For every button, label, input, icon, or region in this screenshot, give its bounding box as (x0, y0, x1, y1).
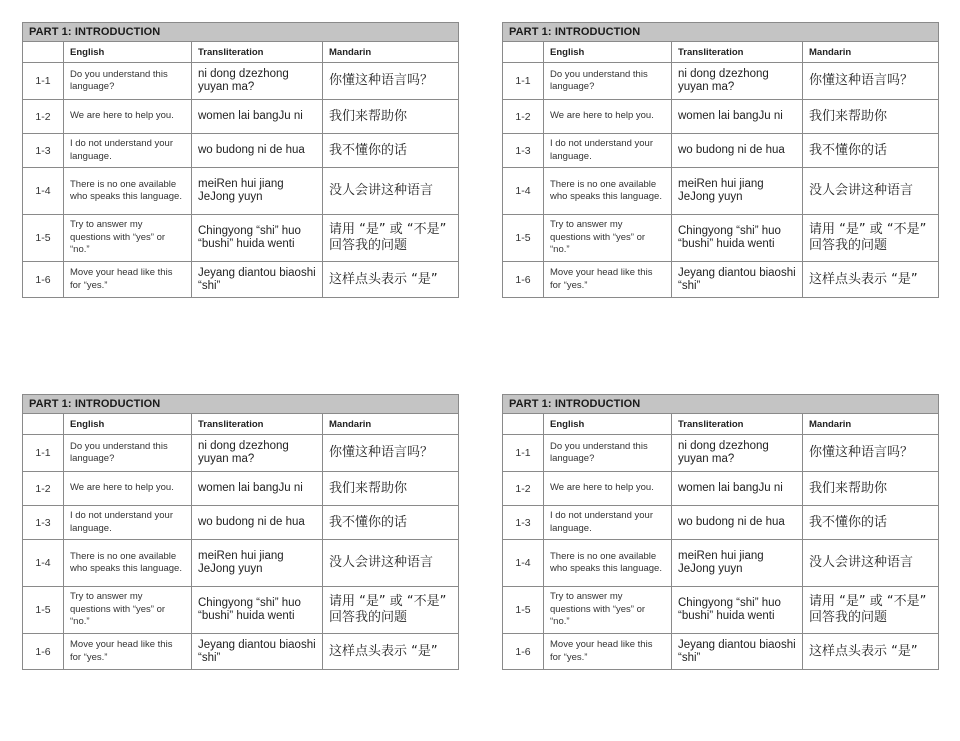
column-header-transliteration: Transliteration (672, 42, 803, 63)
row-id: 1-5 (503, 215, 544, 262)
table-row (23, 100, 459, 134)
row-id: 1-5 (23, 587, 64, 634)
row-transliteration: Jeyang diantou biaoshi “shi” (192, 634, 323, 670)
row-english: We are here to help you. (544, 100, 672, 134)
row-mandarin: 你懂这种语言吗？ (323, 63, 459, 100)
column-header-row (23, 42, 459, 63)
row-english: Try to answer my questions with “yes” or “no.” (544, 587, 672, 634)
row-id: 1-2 (23, 100, 64, 134)
table-title-row (503, 395, 939, 414)
column-header-english: English (64, 42, 192, 63)
phrase-card-top-right (502, 22, 938, 298)
row-english: Move your head like this for “yes.” (544, 634, 672, 670)
table-row (503, 472, 939, 506)
row-mandarin: 我们来帮助你 (803, 472, 939, 506)
row-mandarin: 我不懂你的话 (803, 134, 939, 168)
row-english: There is no one available who speaks this language. (544, 168, 672, 215)
row-id: 1-1 (503, 63, 544, 100)
column-header-id (503, 414, 544, 435)
row-id: 1-4 (503, 540, 544, 587)
table-title-row (23, 23, 459, 42)
table-row (23, 540, 459, 587)
phrase-card-top-left (22, 22, 458, 298)
row-english: We are here to help you. (64, 472, 192, 506)
row-mandarin: 请用 “是” 或 “不是” 回答我的问题 (803, 587, 939, 634)
row-mandarin: 你懂这种语言吗？ (803, 435, 939, 472)
table-row (503, 100, 939, 134)
column-header-transliteration: Transliteration (672, 414, 803, 435)
row-english: Move your head like this for “yes.” (64, 634, 192, 670)
row-mandarin: 没人会讲这种语言 (323, 168, 459, 215)
column-header-english: English (544, 414, 672, 435)
table-row (23, 215, 459, 262)
row-english: Do you understand this language? (544, 435, 672, 472)
row-id: 1-6 (23, 262, 64, 298)
row-id: 1-5 (503, 587, 544, 634)
column-header-row (23, 414, 459, 435)
row-mandarin: 请用 “是” 或 “不是” 回答我的问题 (803, 215, 939, 262)
row-transliteration: Chingyong “shi” huo “bushi” huida wenti (192, 215, 323, 262)
table-row (23, 472, 459, 506)
row-transliteration: Chingyong “shi” huo “bushi” huida wenti (672, 587, 803, 634)
row-id: 1-3 (503, 134, 544, 168)
row-english: Move your head like this for “yes.” (544, 262, 672, 298)
row-transliteration: Jeyang diantou biaoshi “shi” (672, 634, 803, 670)
table-row (503, 134, 939, 168)
row-mandarin: 这样点头表示 “是” (803, 634, 939, 670)
table-row (503, 262, 939, 298)
column-header-mandarin: Mandarin (803, 42, 939, 63)
row-english: Do you understand this language? (544, 63, 672, 100)
row-id: 1-6 (23, 634, 64, 670)
table-title: PART 1: INTRODUCTION (23, 23, 459, 42)
row-transliteration: meiRen hui jiang JeJong yuyn (672, 540, 803, 587)
row-transliteration: ni dong dzezhong yuyan ma? (672, 63, 803, 100)
row-id: 1-2 (503, 100, 544, 134)
phrase-table (22, 394, 459, 670)
row-id: 1-1 (23, 63, 64, 100)
table-title: PART 1: INTRODUCTION (23, 395, 459, 414)
table-row (23, 262, 459, 298)
row-transliteration: wo budong ni de hua (192, 506, 323, 540)
row-id: 1-5 (23, 215, 64, 262)
phrase-card-bottom-right (502, 394, 938, 670)
table-row (23, 435, 459, 472)
row-id: 1-4 (503, 168, 544, 215)
row-transliteration: meiRen hui jiang JeJong yuyn (192, 168, 323, 215)
row-english: I do not understand your language. (544, 134, 672, 168)
table-row (503, 587, 939, 634)
row-english: There is no one available who speaks this language. (64, 540, 192, 587)
row-transliteration: Chingyong “shi” huo “bushi” huida wenti (192, 587, 323, 634)
row-id: 1-6 (503, 634, 544, 670)
column-header-english: English (544, 42, 672, 63)
column-header-transliteration: Transliteration (192, 42, 323, 63)
row-transliteration: wo budong ni de hua (672, 506, 803, 540)
column-header-mandarin: Mandarin (803, 414, 939, 435)
row-mandarin: 没人会讲这种语言 (803, 168, 939, 215)
table-row (503, 634, 939, 670)
row-mandarin: 我不懂你的话 (323, 506, 459, 540)
row-transliteration: ni dong dzezhong yuyan ma? (192, 63, 323, 100)
row-english: Try to answer my questions with “yes” or “no.” (544, 215, 672, 262)
row-transliteration: women lai bangJu ni (672, 100, 803, 134)
phrase-table (502, 394, 939, 670)
table-title-row (23, 395, 459, 414)
column-header-transliteration: Transliteration (192, 414, 323, 435)
row-transliteration: Jeyang diantou biaoshi “shi” (672, 262, 803, 298)
row-id: 1-4 (23, 540, 64, 587)
row-mandarin: 你懂这种语言吗？ (803, 63, 939, 100)
table-title: PART 1: INTRODUCTION (503, 395, 939, 414)
row-id: 1-2 (503, 472, 544, 506)
table-row (23, 587, 459, 634)
row-english: Do you understand this language? (64, 435, 192, 472)
row-transliteration: women lai bangJu ni (192, 472, 323, 506)
table-row (503, 63, 939, 100)
row-english: I do not understand your language. (64, 134, 192, 168)
table-title: PART 1: INTRODUCTION (503, 23, 939, 42)
row-transliteration: women lai bangJu ni (192, 100, 323, 134)
column-header-id (23, 414, 64, 435)
row-english: There is no one available who speaks this language. (64, 168, 192, 215)
row-transliteration: Jeyang diantou biaoshi “shi” (192, 262, 323, 298)
table-row (23, 168, 459, 215)
column-header-english: English (64, 414, 192, 435)
row-mandarin: 我们来帮助你 (323, 100, 459, 134)
row-id: 1-6 (503, 262, 544, 298)
row-mandarin: 请用 “是” 或 “不是” 回答我的问题 (323, 215, 459, 262)
phrase-table (502, 22, 939, 298)
column-header-mandarin: Mandarin (323, 414, 459, 435)
table-row (23, 506, 459, 540)
row-mandarin: 我们来帮助你 (803, 100, 939, 134)
column-header-row (503, 42, 939, 63)
phrase-table (22, 22, 459, 298)
row-id: 1-1 (503, 435, 544, 472)
row-english: I do not understand your language. (64, 506, 192, 540)
row-english: Try to answer my questions with “yes” or “no.” (64, 215, 192, 262)
table-row (503, 435, 939, 472)
table-row (503, 540, 939, 587)
row-transliteration: Chingyong “shi” huo “bushi” huida wenti (672, 215, 803, 262)
table-title-row (503, 23, 939, 42)
row-english: We are here to help you. (544, 472, 672, 506)
row-id: 1-3 (503, 506, 544, 540)
row-transliteration: wo budong ni de hua (192, 134, 323, 168)
row-transliteration: ni dong dzezhong yuyan ma? (672, 435, 803, 472)
table-row (503, 215, 939, 262)
table-row (23, 134, 459, 168)
row-mandarin: 请用 “是” 或 “不是” 回答我的问题 (323, 587, 459, 634)
table-row (503, 506, 939, 540)
table-row (503, 168, 939, 215)
row-english: There is no one available who speaks this language. (544, 540, 672, 587)
column-header-row (503, 414, 939, 435)
row-id: 1-4 (23, 168, 64, 215)
row-transliteration: ni dong dzezhong yuyan ma? (192, 435, 323, 472)
row-mandarin: 没人会讲这种语言 (323, 540, 459, 587)
row-mandarin: 这样点头表示 “是” (323, 262, 459, 298)
table-row (23, 634, 459, 670)
row-mandarin: 这样点头表示 “是” (323, 634, 459, 670)
row-english: We are here to help you. (64, 100, 192, 134)
row-id: 1-3 (23, 506, 64, 540)
row-mandarin: 我们来帮助你 (323, 472, 459, 506)
row-transliteration: meiRen hui jiang JeJong yuyn (672, 168, 803, 215)
row-transliteration: wo budong ni de hua (672, 134, 803, 168)
row-id: 1-2 (23, 472, 64, 506)
row-id: 1-3 (23, 134, 64, 168)
row-english: I do not understand your language. (544, 506, 672, 540)
row-mandarin: 没人会讲这种语言 (803, 540, 939, 587)
column-header-id (23, 42, 64, 63)
row-english: Move your head like this for “yes.” (64, 262, 192, 298)
column-header-id (503, 42, 544, 63)
row-english: Do you understand this language? (64, 63, 192, 100)
row-mandarin: 你懂这种语言吗？ (323, 435, 459, 472)
row-transliteration: women lai bangJu ni (672, 472, 803, 506)
row-id: 1-1 (23, 435, 64, 472)
row-mandarin: 我不懂你的话 (323, 134, 459, 168)
row-mandarin: 这样点头表示 “是” (803, 262, 939, 298)
row-english: Try to answer my questions with “yes” or “no.” (64, 587, 192, 634)
column-header-mandarin: Mandarin (323, 42, 459, 63)
table-row (23, 63, 459, 100)
phrase-card-bottom-left (22, 394, 458, 670)
row-transliteration: meiRen hui jiang JeJong yuyn (192, 540, 323, 587)
row-mandarin: 我不懂你的话 (803, 506, 939, 540)
